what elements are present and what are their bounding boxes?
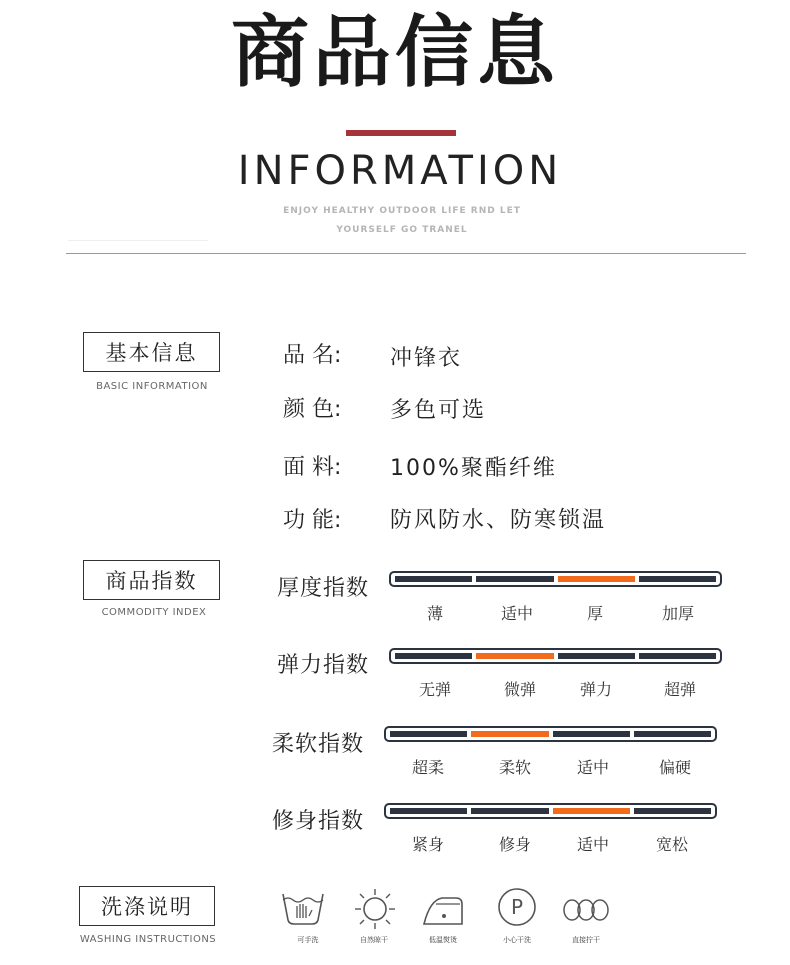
washing-label: 洗涤说明 xyxy=(79,886,215,926)
index-segment xyxy=(395,576,472,582)
index-segment xyxy=(471,808,548,814)
iron-caption: 低温熨烫 xyxy=(429,936,457,944)
info-key-function: 功 能: xyxy=(283,508,342,533)
hang-dry-caption: 直接拧干 xyxy=(572,936,600,944)
dry-clean-icon xyxy=(494,884,540,930)
index-bar xyxy=(389,648,722,664)
dry-clean-caption: 小心干洗 xyxy=(503,936,531,944)
page-subtitle-line2: YOURSELF GO TRANEL xyxy=(336,225,468,235)
index-tick-label: 加厚 xyxy=(661,604,694,623)
index-tick-label: 适中 xyxy=(576,758,609,777)
index-tick-label: 弹力 xyxy=(579,680,612,699)
info-key-fabric: 面 料: xyxy=(283,455,342,480)
washing-label-en: WASHING INSTRUCTIONS xyxy=(79,934,217,945)
index-segment xyxy=(634,731,711,737)
page-title-en: INFORMATION xyxy=(237,148,563,194)
index-bar xyxy=(384,726,717,742)
index-segment xyxy=(634,808,711,814)
index-tick-label: 超柔 xyxy=(411,758,444,777)
index-label: 厚度指数 xyxy=(277,576,370,601)
hand-wash-icon xyxy=(280,886,326,932)
index-bar xyxy=(389,571,722,587)
divider xyxy=(66,253,746,254)
index-segment-selected xyxy=(558,576,635,582)
index-label: 修身指数 xyxy=(272,809,365,834)
info-key-color: 颜 色: xyxy=(283,397,342,422)
index-tick-label: 厚 xyxy=(586,604,603,623)
index-tick-label: 薄 xyxy=(426,604,443,623)
index-segment xyxy=(390,731,467,737)
iron-icon xyxy=(420,888,466,934)
index-segment xyxy=(390,808,467,814)
page-subtitle-line1: ENJOY HEALTHY OUTDOOR LIFE RND LET xyxy=(283,206,521,216)
index-segment-selected xyxy=(471,731,548,737)
index-segment xyxy=(395,653,472,659)
index-tick-label: 微弹 xyxy=(503,680,536,699)
index-tick-label: 紧身 xyxy=(411,835,444,854)
info-value-color: 多色可选 xyxy=(390,398,487,423)
info-value-name: 冲锋衣 xyxy=(390,346,463,371)
index-tick-label: 适中 xyxy=(576,835,609,854)
index-tick-label: 柔软 xyxy=(498,758,531,777)
basic-info-label-en: BASIC INFORMATION xyxy=(96,381,208,392)
svg-text:P: P xyxy=(510,895,524,919)
index-tick-label: 适中 xyxy=(500,604,533,623)
index-segment xyxy=(553,731,630,737)
index-label: 柔软指数 xyxy=(272,732,365,757)
commodity-index-label: 商品指数 xyxy=(83,560,220,600)
commodity-index-label-en: COMMODITY INDEX xyxy=(101,607,207,618)
sun-dry-icon xyxy=(352,886,398,932)
index-tick-label: 无弹 xyxy=(418,680,451,699)
index-bar xyxy=(384,803,717,819)
decor-line xyxy=(68,240,208,241)
accent-bar xyxy=(346,130,456,136)
index-segment xyxy=(639,653,716,659)
index-segment-selected xyxy=(553,808,630,814)
index-segment xyxy=(476,576,553,582)
hand-wash-caption: 可手洗 xyxy=(297,936,319,944)
index-tick-label: 修身 xyxy=(498,835,531,854)
index-segment-selected xyxy=(476,653,553,659)
page-title-cn: 商品信息 xyxy=(230,8,559,98)
index-tick-label: 宽松 xyxy=(655,835,688,854)
index-segment xyxy=(639,576,716,582)
basic-info-label: 基本信息 xyxy=(83,332,220,372)
index-tick-label: 偏硬 xyxy=(658,758,691,777)
info-value-fabric: 100%聚酯纤维 xyxy=(390,456,557,481)
hang-dry-icon xyxy=(561,886,611,932)
info-value-function: 防风防水、防寒锁温 xyxy=(390,508,607,533)
index-tick-label: 超弹 xyxy=(663,680,696,699)
sun-dry-caption: 自然晾干 xyxy=(360,936,388,944)
index-segment xyxy=(558,653,635,659)
index-label: 弹力指数 xyxy=(277,653,370,678)
info-key-name: 品 名: xyxy=(283,343,342,368)
